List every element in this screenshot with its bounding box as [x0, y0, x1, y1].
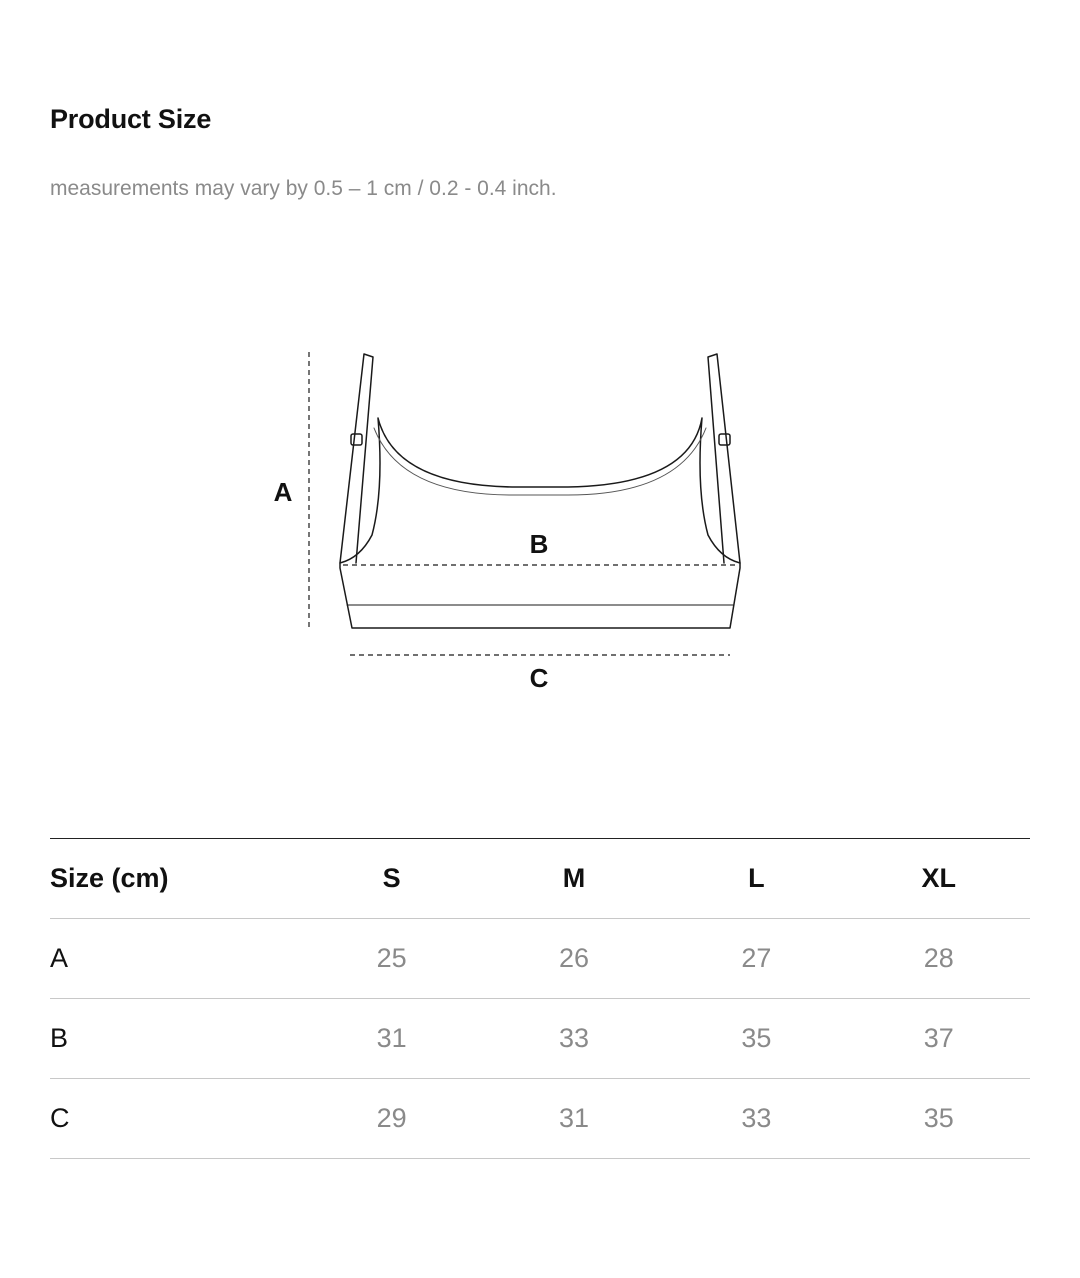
cell-b-xl: 37: [848, 999, 1030, 1079]
header-size-xl: XL: [848, 839, 1030, 919]
cell-c-s: 29: [301, 1079, 483, 1159]
cell-b-s: 31: [301, 999, 483, 1079]
right-strap: [708, 354, 740, 563]
table-row: [50, 1079, 1030, 1159]
cell-b-l: 35: [665, 999, 847, 1079]
bra-body-outline: [340, 418, 740, 628]
neckline-trim: [374, 428, 706, 495]
cell-a-m: 26: [483, 919, 665, 999]
table-row: [50, 999, 1030, 1079]
cell-c-l: 33: [665, 1079, 847, 1159]
cell-a-s: 25: [301, 919, 483, 999]
cell-c-m: 31: [483, 1079, 665, 1159]
right-strap-adjuster: [719, 434, 730, 445]
row-label-a: A: [50, 919, 301, 999]
header-size-cm: Size (cm): [50, 839, 301, 919]
header-size-m: M: [483, 839, 665, 919]
garment-diagram: [0, 330, 1080, 710]
left-strap: [340, 354, 373, 563]
cell-a-xl: 28: [848, 919, 1030, 999]
cell-b-m: 33: [483, 999, 665, 1079]
table-row: [50, 919, 1030, 999]
cell-a-l: 27: [665, 919, 847, 999]
row-label-b: B: [50, 999, 301, 1079]
page-title: Product Size: [50, 104, 212, 134]
header-size-s: S: [301, 839, 483, 919]
cell-c-xl: 35: [848, 1079, 1030, 1159]
measurement-note: measurements may vary by 0.5 – 1 cm / 0.2 - 0.4 inch.: [50, 177, 557, 200]
dimension-b-label: B: [529, 529, 549, 559]
size-table-header-row: [50, 839, 1030, 919]
dimension-c-label: C: [529, 663, 549, 693]
row-label-c: C: [50, 1079, 301, 1159]
size-table: [50, 838, 1030, 1159]
header-size-l: L: [665, 839, 847, 919]
dimension-a-label: A: [273, 477, 293, 507]
left-strap-adjuster: [351, 434, 362, 445]
